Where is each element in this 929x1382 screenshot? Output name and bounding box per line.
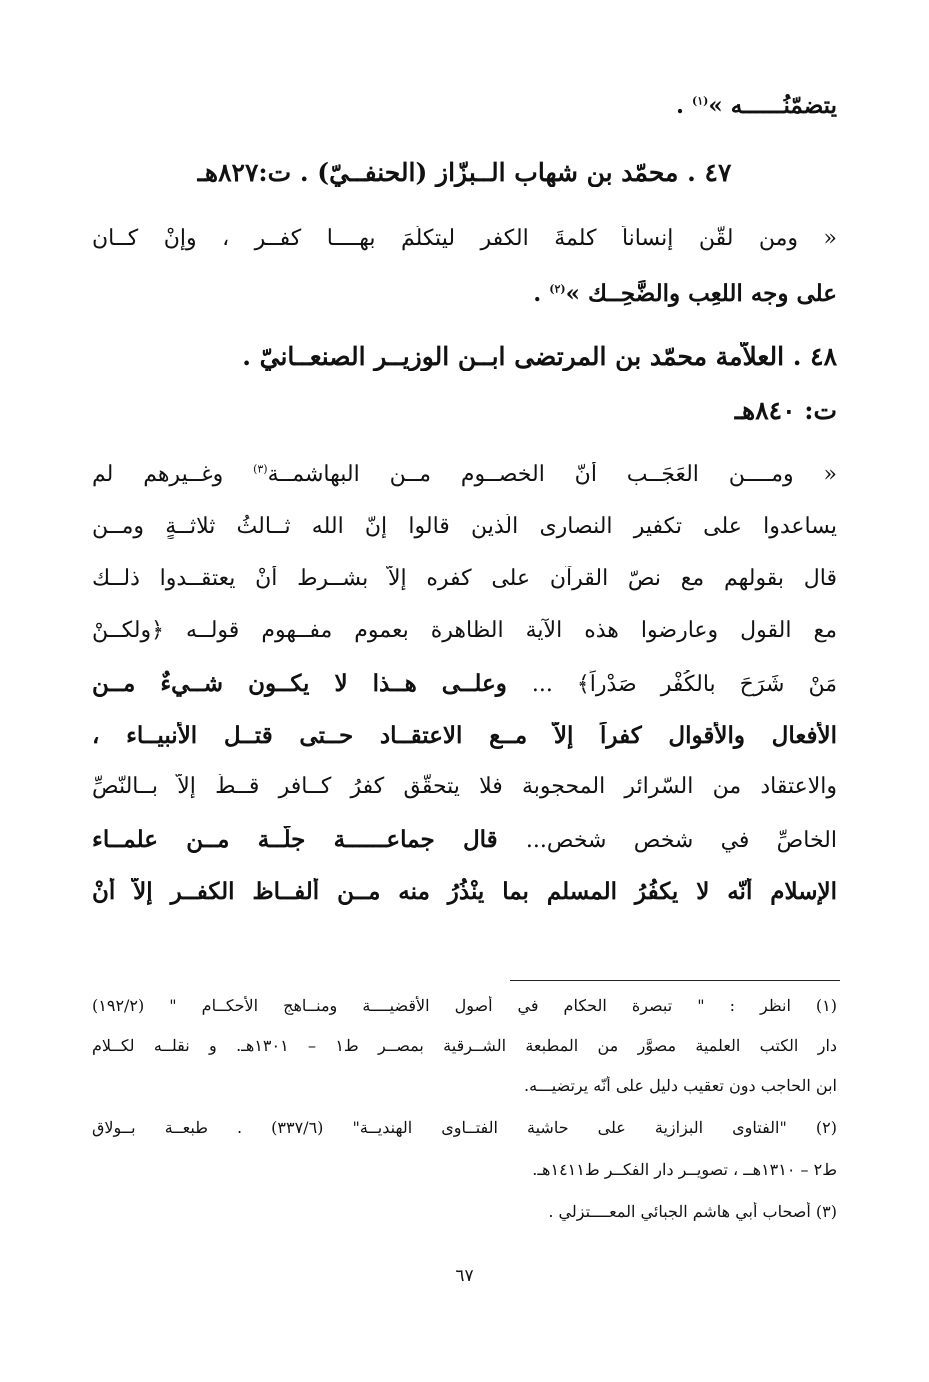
paragraph-line-4: مع القول وعارضوا هذه الآية الظاهرة بعموم مفــهوم قولــه ﴿ولكــنْ [92,618,837,643]
continuation-text: يتضمّنُــــــه » [708,92,837,119]
paragraph-text-1b: وغــيرهم لم [92,462,254,487]
paragraph-text-5b: وعلــى هــذا لا يكــون شــيءٌ مــن [92,670,532,697]
paragraph-text-8b: قال جماعــــــة جلَّــة مــن علمــاء [92,826,526,853]
footnote-separator [510,980,840,981]
footnote-ref-2: (٢) [549,282,566,296]
paragraph-text-8a: الخاصِّ في شخصٍ شخص... [525,828,837,853]
page-number: ٦٧ [455,1266,474,1286]
heading-48-date: ت: ٨٤٠هـ [734,396,837,425]
paragraph-line-3: قال بقولهم مع نصّ القرآن على كفره إلاّ بشــرط أنْ يعتقــدوا ذلــك [92,566,837,591]
footnote-2-line-1: (٢) "الفتاوى البزازية على حاشية الفتــاوى الهنديــة" (٣٣٧/٦) . طبعــة بــولاق [92,1118,837,1137]
quote-47-text-2: على وجه اللعِب والضَّحِــك » [565,280,837,307]
footnote-1-line-1: (١) انظر : " تبصرة الحكام في أصول الأقضيــــة ومنــاهج الأحكــام " (١٩٢/٢) [92,996,837,1015]
paragraph-line-9: الإسلام أنّه لا يكفُرُ المسلم بما ينْذُرُ منه مــن ألفــاظ الكفــر إلاّ أنْ [92,878,837,905]
paragraph-line-5 [92,670,837,697]
heading-48: ٤٨ . العلاّمة محمّد بن المرتضى ابــن الوزيــر الصنعــانيّ . [242,342,837,371]
paragraph-text-1a: « ومــــن العَجَــب أنّ الخصــوم مــن البهاشمــة [267,462,837,487]
paragraph-line-8 [92,826,837,853]
footnote-1-line-2: دار الكتب العلمية مصوَّر من المطبعة الشــرقية بمصــر ط١ – ١٣٠١هـ. و نقلــه لكــلام [92,1036,837,1055]
continuation-end: . [675,92,692,119]
footnote-ref-1: (١) [691,94,709,108]
footnote-1-line-3: ابن الحاجب دون تعقيب دليل على أنّه يرتضيـــه. [524,1076,837,1095]
quote-47-end: . [533,280,550,307]
paragraph-line-1 [92,462,837,487]
footnote-2-line-2: ط٢ – ١٣١٠هــ ، تصويــر دار الفكــر ط١٤١١هـ. [532,1160,837,1179]
footnote-3-line-1: (٣) أصحاب أبي هاشم الجبائي المعــــتزلي . [548,1202,837,1221]
paragraph-line-7: والاعتقاد من السّرائر المحجوبة فلا يتحقّق كفرُ كــافرٍ قــطُّ إلاّ بــالنّصِّ [92,774,837,799]
continuation-line [92,92,837,119]
paragraph-line-2: يساعدوا على تكفير النصارى الّذين قالوا إنّ الله ثــالثُ ثلاثــةٍ ومــن [92,514,837,539]
quote-47-text-1: « ومن لقّن إنساناً كلمةَ الكفر ليتكلّمَ بهــــا كفــر ، وإنْ كــان [92,226,837,251]
paragraph-line-6: الأفعال والأقوال كفراً إلاّ مــع الاعتقــاد حــتى قتــل الأنبيــاء ، [92,722,837,749]
heading-47: ٤٧ . محمّد بن شهاب الــبزّاز (الحنفــيّ) . ت:٨٢٧هـ [197,158,732,187]
paragraph-text-5a: مَنْ شَرَحَ بالكُفْرِ صَدْراً﴾ ... [531,672,837,697]
quote-47-line-2 [92,280,837,307]
footnote-ref-3: (٣) [253,462,268,476]
quote-47-line-1 [92,226,837,251]
